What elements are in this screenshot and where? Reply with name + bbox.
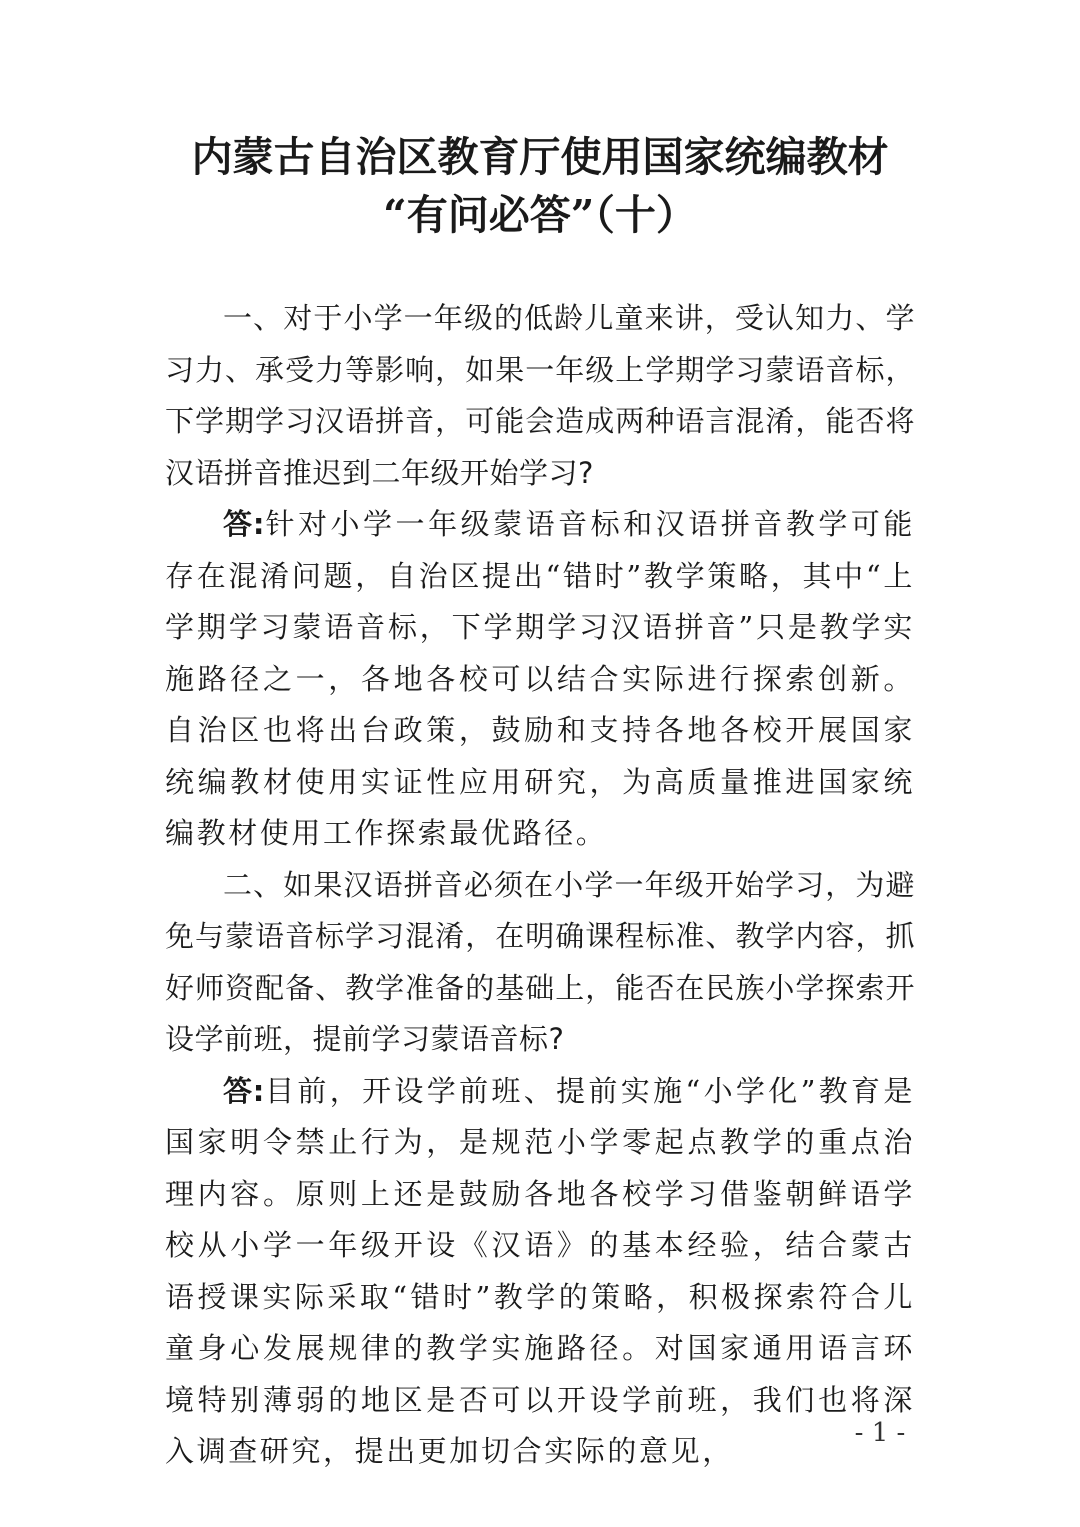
answer-text-2: 目前，开设学前班、提前实施“小学化”教育是国家明令禁止行为，是规范小学零起点教学的重点治理内容。原则上还是鼓励各地各校学习借鉴朝鲜语学校从小学一年级开设《汉语》的基本经验，结合蒙古语授课实际采取“错时”教学的策略，积极探索符合儿童身心发展规律的教学实施路径。对国家通用语言环境特别薄弱的地区是否可以开设学前班，我们也将深入调查研究，提出更加切合实际的意见， <box>165 1073 915 1468</box>
answer-label-1: 答: <box>223 507 265 541</box>
answer-1 <box>165 499 915 860</box>
question-2: 二、如果汉语拼音必须在小学一年级开始学习，为避免与蒙语音标学习混淆，在明确课程标准、教学内容，抓好师资配备、教学准备的基础上，能否在民族小学探索开设学前班，提前学习蒙语音标? <box>165 867 915 1056</box>
page-number: - 1 - <box>854 1418 906 1448</box>
title-line-1: 内蒙古自治区教育厅使用国家统编教材 <box>191 133 889 181</box>
answer-2 <box>165 1066 915 1478</box>
title-line-2: “有问必答”（十） <box>383 191 697 239</box>
question-1: 一、对于小学一年级的低龄儿童来讲，受认知力、学习力、承受力等影响，如果一年级上学期学习蒙语音标，下学期学习汉语拼音，可能会造成两种语言混淆，能否将汉语拼音推迟到二年级开始学习? <box>165 301 915 490</box>
answer-text-1: 针对小学一年级蒙语音标和汉语拼音教学可能存在混淆问题，自治区提出“错时”教学策略，其中“上学期学习蒙语音标，下学期学习汉语拼音”只是教学实施路径之一，各地各校可以结合实际进行探索创新。自治区也将出台政策，鼓励和支持各地各校开展国家统编教材使用实证性应用研究，为高质量推进国家统编教材使用工作探索最优路径。 <box>165 507 915 850</box>
answer-label-2: 答: <box>223 1073 265 1108</box>
document-body <box>165 293 915 1478</box>
document-title <box>0 128 1080 244</box>
